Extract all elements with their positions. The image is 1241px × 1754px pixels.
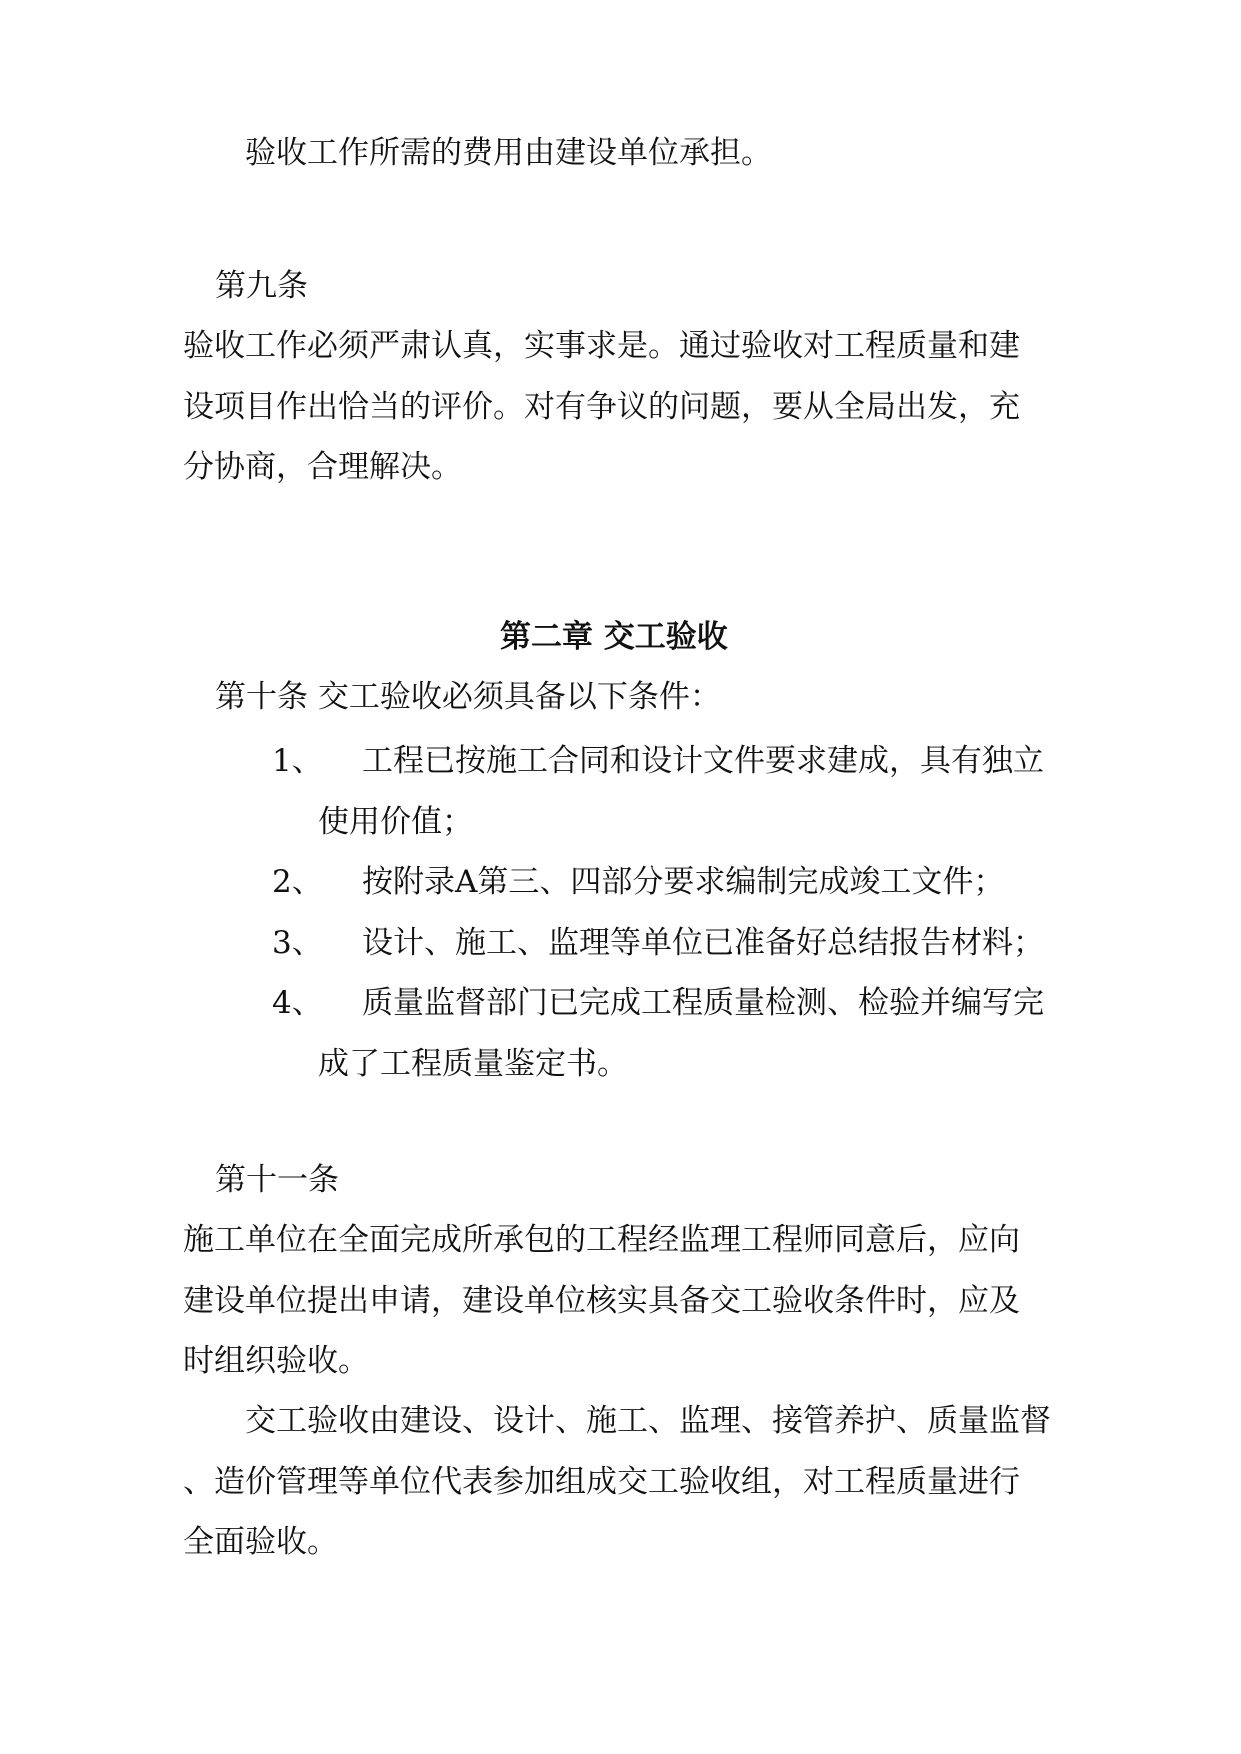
article-9-line-3: 分协商，合理解决。 [183,449,462,485]
list-item-text-continued: 成了工程质量鉴定书。 [318,1046,628,1082]
article-9-title: 第九条 [215,268,308,304]
list-item-number: 1、 [272,743,323,779]
paragraph-cost: 验收工作所需的费用由建设单位承担。 [245,135,772,171]
list-item-text: 按附录A第三、四部分要求编制完成竣工文件； [362,864,1005,900]
list-item-number: 2、 [272,864,323,900]
article-11-line-4: 交工验收由建设、设计、施工、监理、接管养护、质量监督 [245,1403,1051,1439]
article-9-line-1: 验收工作必须严肃认真，实事求是。通过验收对工程质量和建 [183,328,1020,364]
article-11-line-5: 、造价管理等单位代表参加组成交工验收组，对工程质量进行 [183,1464,1020,1500]
list-item-number: 4、 [272,985,323,1021]
article-10-title: 第十条 交工验收必须具备以下条件： [215,679,721,715]
article-11-line-6: 全面验收。 [183,1524,338,1560]
list-item-text: 工程已按施工合同和设计文件要求建成，具有独立 [362,743,1044,779]
chapter-heading: 第二章 交工验收 [500,619,728,655]
article-11-line-2: 建设单位提出申请，建设单位核实具备交工验收条件时，应及 [183,1283,1020,1319]
list-item-text-continued: 使用价值； [318,804,473,840]
article-11-title: 第十一条 [215,1162,339,1198]
list-item-text: 质量监督部门已完成工程质量检测、检验并编写完 [362,985,1044,1021]
article-9-line-2: 设项目作出恰当的评价。对有争议的问题，要从全局出发，充 [183,389,1020,425]
list-item-text: 设计、施工、监理等单位已准备好总结报告材料； [362,925,1044,961]
article-11-line-1: 施工单位在全面完成所承包的工程经监理工程师同意后，应向 [183,1222,1020,1258]
list-item-number: 3、 [272,925,323,961]
article-11-line-3: 时组织验收。 [183,1343,369,1379]
